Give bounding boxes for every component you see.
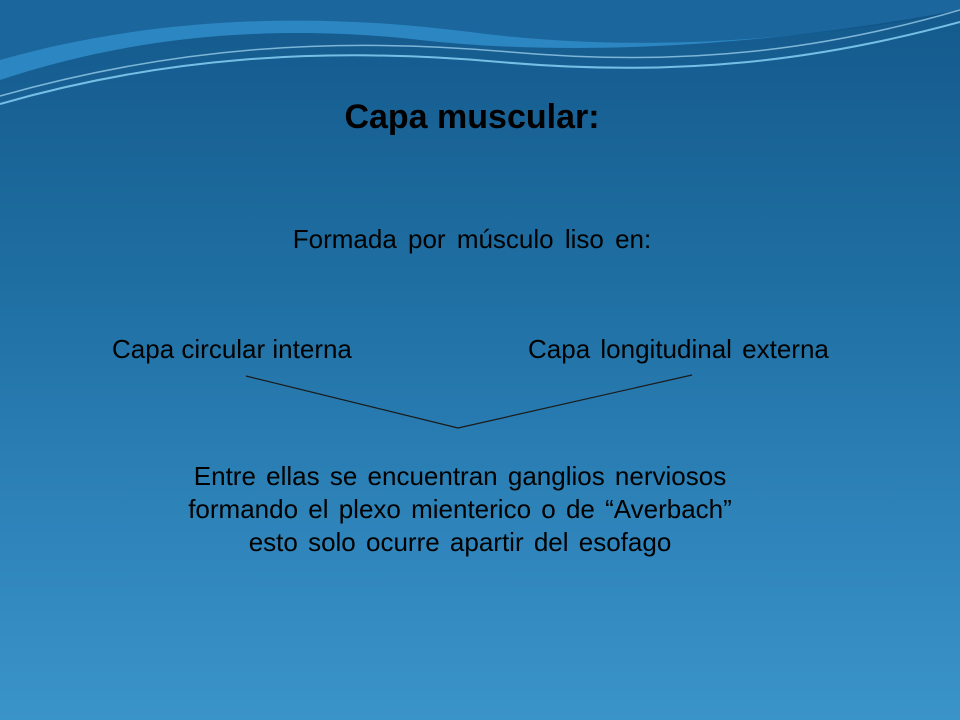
wave-dark-band: [0, 0, 960, 60]
slide-title: Capa muscular:: [344, 98, 600, 136]
connector-line-right: [458, 375, 692, 428]
plexus-description: Entre ellas se encuentran ganglios nerviosos formando el plexo mienterico o de “Averbach” esto solo ocurre apartir del esofago: [188, 461, 732, 557]
layer-label-circular: Capa circular interna: [112, 334, 352, 364]
connector-line-left: [246, 376, 458, 428]
layer-label-longitudinal: Capa longitudinal externa: [528, 334, 829, 364]
slide-subtitle: Formada por músculo liso en:: [292, 224, 652, 254]
